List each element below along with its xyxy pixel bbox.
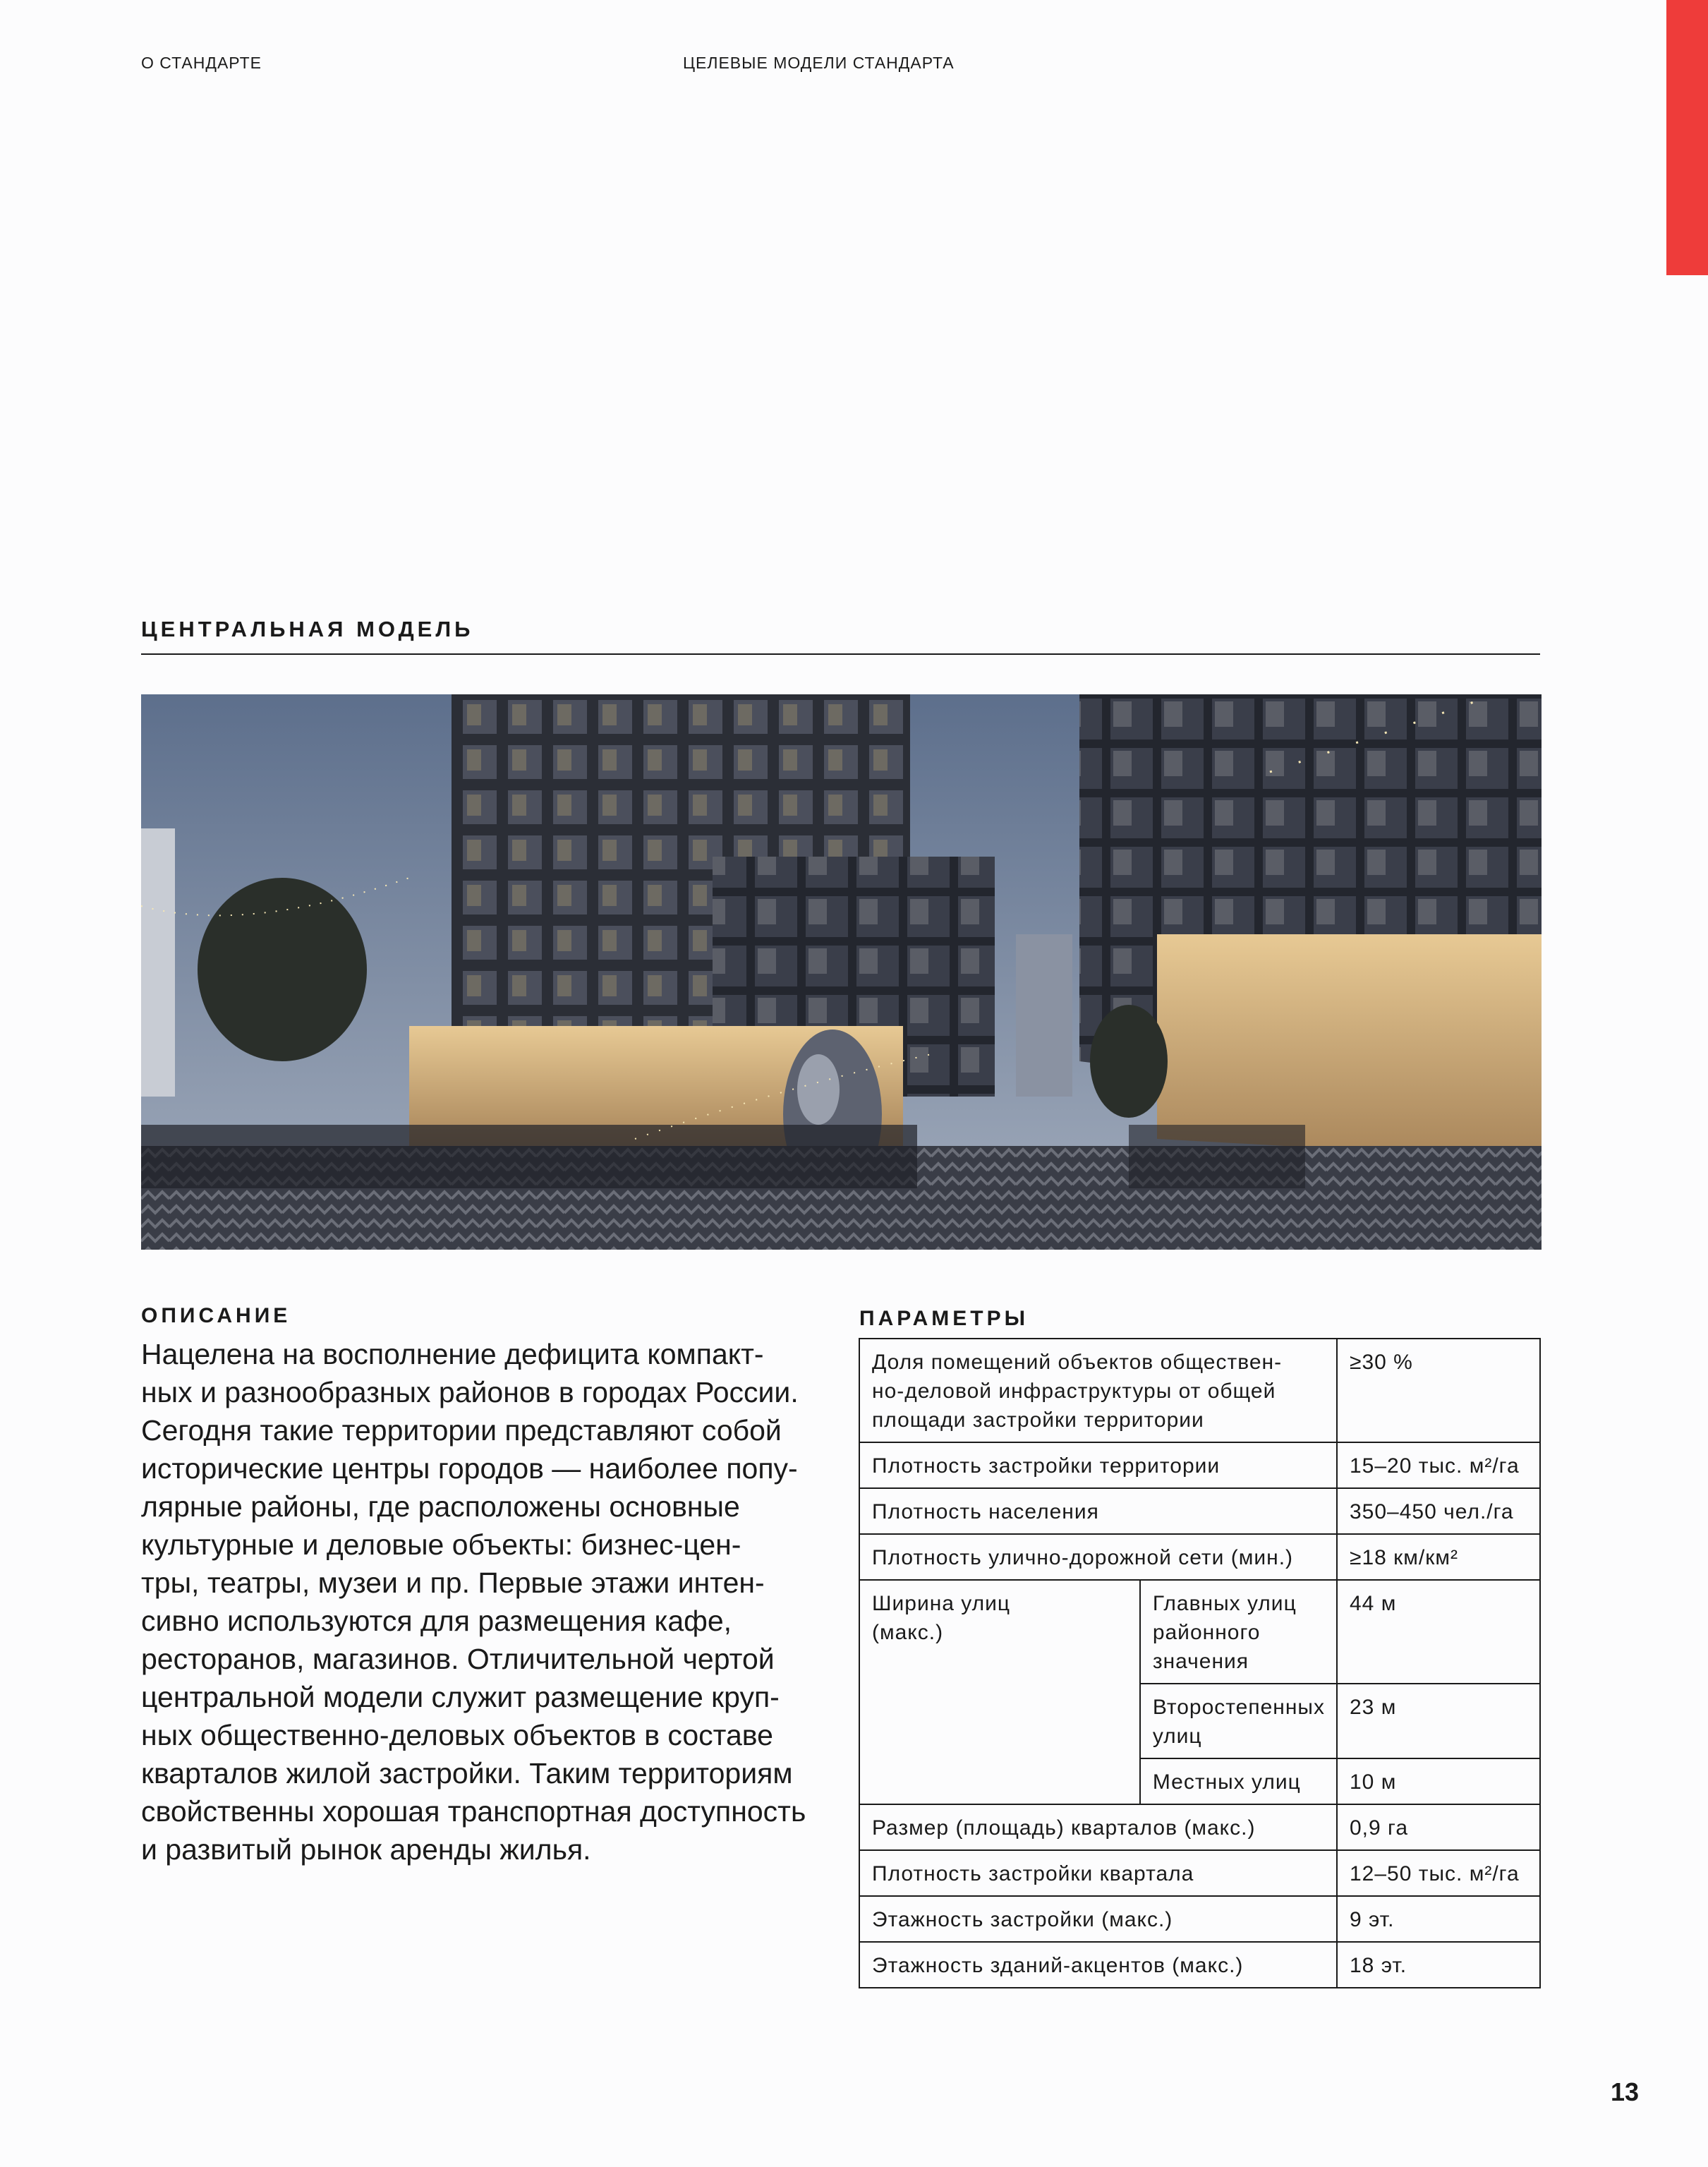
section-title: ЦЕНТРАЛЬНАЯ МОДЕЛЬ <box>141 617 474 641</box>
param-value: 18 эт. <box>1337 1942 1540 1988</box>
param-value: 12–50 тыс. м²/га <box>1337 1850 1540 1896</box>
param-name: Размер (площадь) кварталов (макс.) <box>859 1804 1337 1850</box>
param-subname-line: Главных улиц <box>1152 1592 1297 1615</box>
param-value: 44 м <box>1337 1580 1540 1684</box>
parameters-table <box>859 1338 1541 1988</box>
param-value: 10 м <box>1337 1758 1540 1804</box>
param-name: Плотность застройки территории <box>859 1442 1337 1488</box>
description-line: Нацелена на восполнение дефицита компакт- <box>141 1338 764 1370</box>
param-value: 15–20 тыс. м²/га <box>1337 1442 1540 1488</box>
param-name-line: Доля помещений объектов обществен- <box>872 1351 1283 1374</box>
description-line: ных общественно-деловых объектов в составе <box>141 1719 773 1751</box>
param-value: 23 м <box>1337 1684 1540 1758</box>
table-row <box>859 1339 1540 1442</box>
description-line: кварталов жилой застройки. Таким территориям <box>141 1757 793 1789</box>
param-name: Плотность населения <box>859 1488 1337 1534</box>
param-name-line: но-деловой инфраструктуры от общей <box>872 1380 1276 1403</box>
header-chapter-name: ЦЕЛЕВЫЕ МОДЕЛИ СТАНДАРТА <box>683 54 955 72</box>
section-divider <box>141 653 1540 655</box>
param-name-line: площади застройки территории <box>872 1408 1204 1432</box>
chapter-tab-marker <box>1666 0 1708 275</box>
param-subname <box>1140 1580 1337 1684</box>
table-row <box>859 1804 1540 1850</box>
param-subname: Второстепенных улиц <box>1140 1684 1337 1758</box>
description-line: Сегодня такие территории представляют собой <box>141 1414 782 1447</box>
hero-illustration <box>141 694 1542 1250</box>
param-value: 0,9 га <box>1337 1804 1540 1850</box>
table-row <box>859 1896 1540 1942</box>
param-subname-line: районного значения <box>1152 1621 1261 1673</box>
param-name: Плотность застройки квартала <box>859 1850 1337 1896</box>
param-name-line: (макс.) <box>872 1621 944 1644</box>
table-row <box>859 1442 1540 1488</box>
param-value: ≥18 км/км² <box>1337 1534 1540 1580</box>
param-name: Плотность улично-дорожной сети (мин.) <box>859 1534 1337 1580</box>
param-value: ≥30 % <box>1337 1339 1540 1442</box>
description-label: ОПИСАНИЕ <box>141 1304 291 1327</box>
param-name <box>859 1339 1337 1442</box>
parameters-label: ПАРАМЕТРЫ <box>859 1307 1029 1330</box>
param-value: 9 эт. <box>1337 1896 1540 1942</box>
param-name-line: Ширина улиц <box>872 1592 1011 1615</box>
description-line: лярные районы, где расположены основные <box>141 1490 740 1523</box>
description-line: ресторанов, магазинов. Отличительной чертой <box>141 1643 775 1675</box>
description-line: и развитый рынок аренды жилья. <box>141 1833 591 1866</box>
description-line: культурные и деловые объекты: бизнес-цен- <box>141 1528 741 1561</box>
description-line: свойственны хорошая транспортная доступность <box>141 1795 806 1828</box>
description-text <box>141 1335 840 1869</box>
description-line: ных и разнообразных районов в городах России. <box>141 1376 799 1408</box>
param-subname: Местных улиц <box>1140 1758 1337 1804</box>
table-row <box>859 1850 1540 1896</box>
description-line: центральной модели служит размещение круп- <box>141 1681 780 1713</box>
description-line: исторические центры городов — наиболее попу- <box>141 1452 798 1485</box>
header-section-name: О СТАНДАРТЕ <box>141 54 262 72</box>
param-value: 350–450 чел./га <box>1337 1488 1540 1534</box>
page-number: 13 <box>1611 2077 1640 2106</box>
table-row <box>859 1942 1540 1988</box>
param-name <box>859 1580 1140 1804</box>
description-line: сивно используются для размещения кафе, <box>141 1605 732 1637</box>
param-name: Этажность застройки (макс.) <box>859 1896 1337 1942</box>
table-row <box>859 1580 1540 1684</box>
description-line: тры, театры, музеи и пр. Первые этажи интен- <box>141 1567 765 1599</box>
param-name: Этажность зданий-акцентов (макс.) <box>859 1942 1337 1988</box>
table-row <box>859 1488 1540 1534</box>
table-row <box>859 1534 1540 1580</box>
